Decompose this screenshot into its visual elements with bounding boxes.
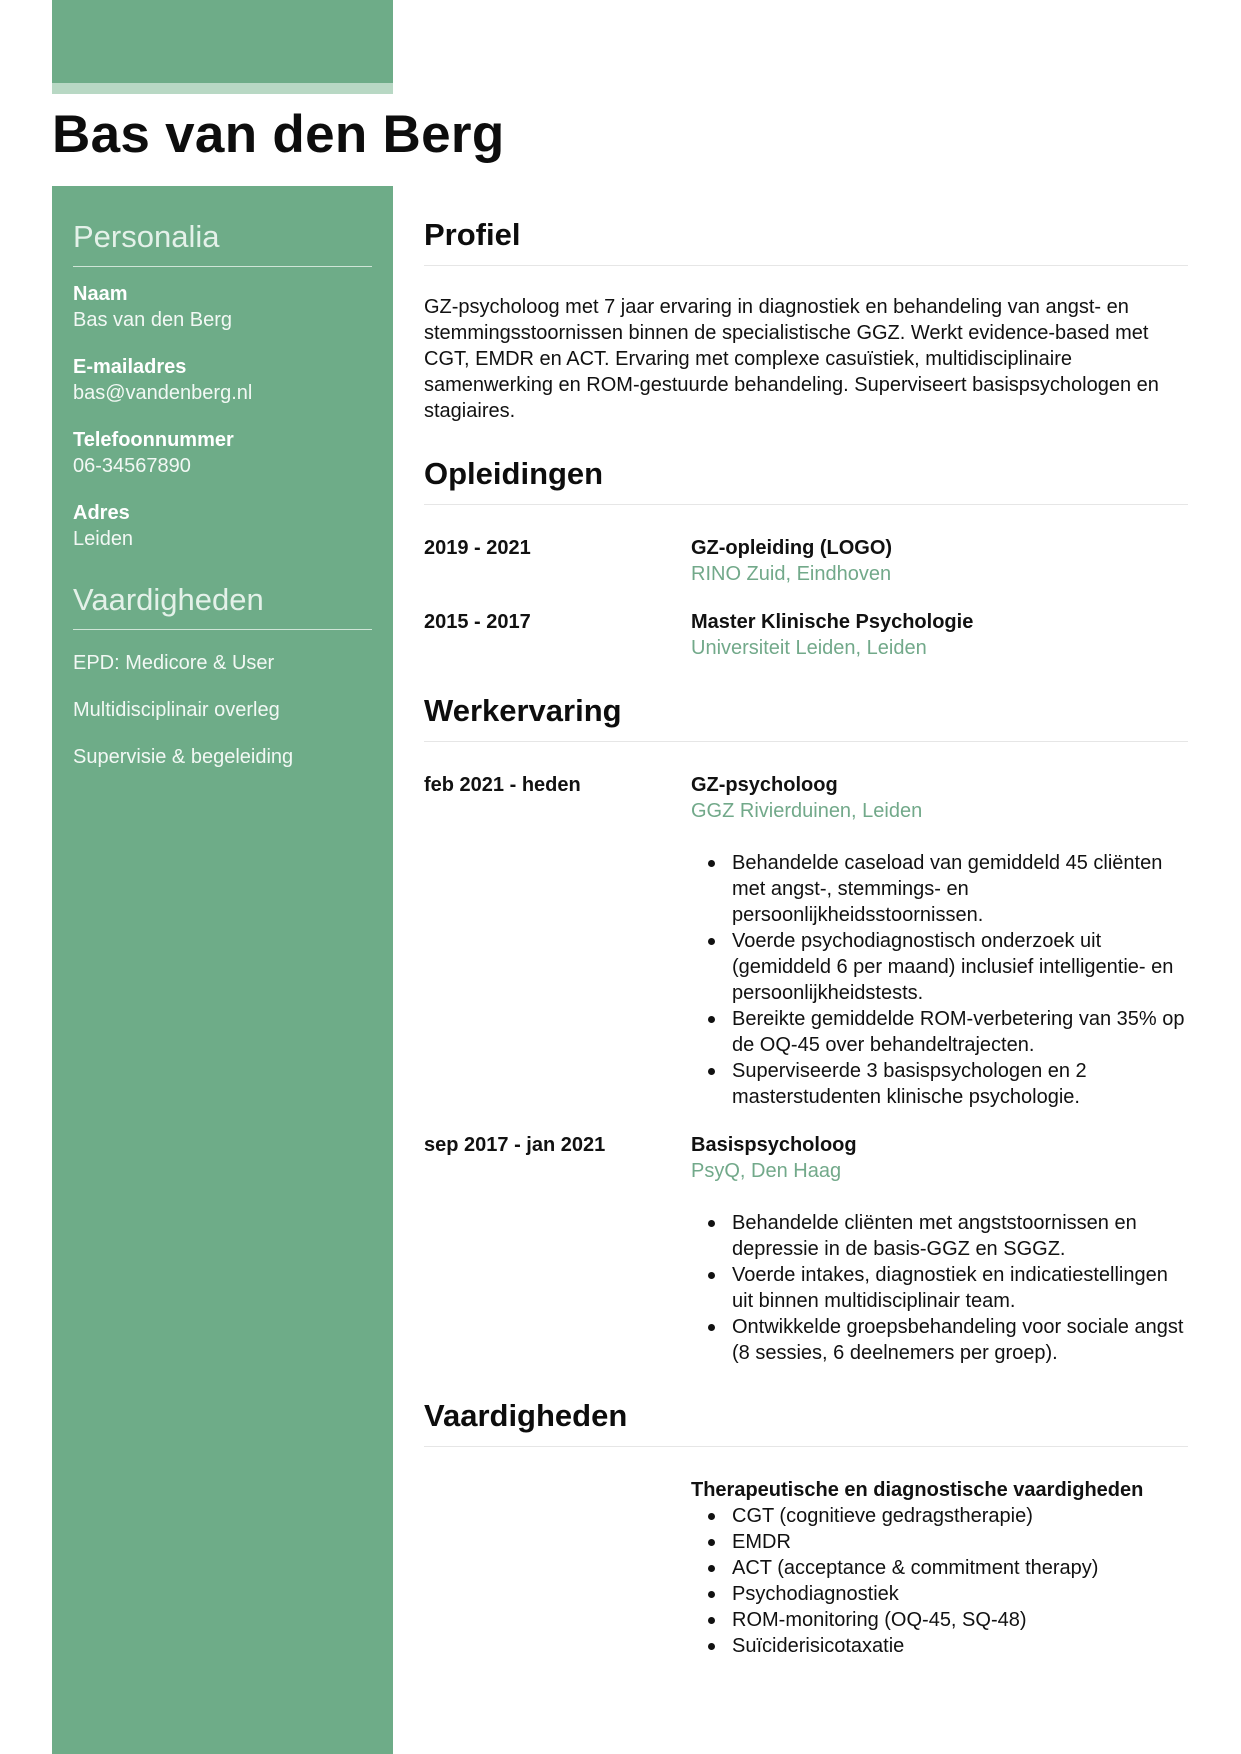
entry-title: Basispsycholoog <box>691 1134 857 1156</box>
entry-body <box>691 1132 1188 1366</box>
phone-value[interactable]: 06-34567890 <box>73 455 191 477</box>
entry-title: GZ-opleiding (LOGO) <box>691 537 893 559</box>
entry-body <box>691 772 1188 1110</box>
bullet-item: Voerde intakes, diagnostiek en indicatiestellingen uit binnen multidisciplinair team. <box>691 1262 1188 1314</box>
sidebar-personalia-heading: Personalia <box>73 219 372 267</box>
field-name <box>73 281 372 333</box>
entry-body <box>691 609 1188 661</box>
entry-title: Master Klinische Psychologie <box>691 611 974 633</box>
entry-date: 2019 - 2021 <box>424 537 531 559</box>
sidebar-skill-item: Multidisciplinair overleg <box>73 699 280 721</box>
entry-bullets <box>691 1210 1188 1366</box>
bullet-item: Bereikte gemiddelde ROM-verbetering van 35% op de OQ-45 over behandeltrajecten. <box>691 1006 1188 1058</box>
skills-group <box>691 1477 1188 1659</box>
entry-title: GZ-psycholoog <box>691 774 838 796</box>
entry-organization: GGZ Rivierduinen, Leiden <box>691 800 923 822</box>
header-accent-stripe <box>52 83 393 94</box>
work-list <box>424 772 1188 1366</box>
profile-heading: Profiel <box>424 217 1188 266</box>
skills-group-title: Therapeutische en diagnostische vaardigheden <box>691 1479 1144 1501</box>
bullet-item: Behandelde cliënten met angststoornissen en depressie in de basis-GGZ en SGGZ. <box>691 1210 1188 1262</box>
skill-item: Suïciderisicotaxatie <box>691 1633 1188 1659</box>
profile-text: GZ-psycholoog met 7 jaar ervaring in diagnostiek en behandeling van angst- en stemmingsstoornissen binnen de specialistische GGZ. Werkt evidence-based met CGT, EMDR en ACT. Ervaring met complexe casuïstiek, multidisciplinaire samenwerking en ROM-gestuurde behandeling. Superviseert basispsychologen en stagiaires. <box>424 296 1159 422</box>
sidebar-skills-heading: Vaardigheden <box>73 582 372 630</box>
work-heading: Werkervaring <box>424 693 1188 742</box>
skill-item: EMDR <box>691 1529 1188 1555</box>
skill-item: ROM-monitoring (OQ-45, SQ-48) <box>691 1607 1188 1633</box>
field-value: Bas van den Berg <box>73 309 232 331</box>
work-entry <box>424 772 1188 1110</box>
entry-organization: Universiteit Leiden, Leiden <box>691 637 927 659</box>
entry-body <box>691 535 1188 587</box>
education-entry <box>424 609 1188 661</box>
skill-item: Psychodiagnostiek <box>691 1581 1188 1607</box>
skill-item: ACT (acceptance & commitment therapy) <box>691 1555 1188 1581</box>
email-value[interactable]: bas@vandenberg.nl <box>73 382 253 404</box>
sidebar-skill-item: Supervisie & begeleiding <box>73 746 294 768</box>
education-entry <box>424 535 1188 587</box>
field-label: E-mailadres <box>73 356 187 378</box>
entry-date: 2015 - 2017 <box>424 611 531 633</box>
sidebar-skills-list <box>73 650 372 770</box>
entry-organization: PsyQ, Den Haag <box>691 1160 842 1182</box>
bullet-item: Superviseerde 3 basispsychologen en 2 masterstudenten klinische psychologie. <box>691 1058 1188 1110</box>
field-email <box>73 354 372 406</box>
field-label: Adres <box>73 502 130 524</box>
field-value: Leiden <box>73 528 134 550</box>
header-accent-bar <box>52 0 393 83</box>
skills-list <box>691 1503 1188 1659</box>
field-address <box>73 500 372 552</box>
entry-date: sep 2017 - jan 2021 <box>424 1134 606 1156</box>
sidebar-skill-item: EPD: Medicore & User <box>73 652 275 674</box>
field-label: Telefoonnummer <box>73 429 234 451</box>
entry-date: feb 2021 - heden <box>424 774 581 796</box>
work-entry <box>424 1132 1188 1366</box>
bullet-item: Voerde psychodiagnostisch onderzoek uit (gemiddeld 6 per maand) inclusief intelligentie- en persoonlijkheidstests. <box>691 928 1188 1006</box>
bullet-item: Ontwikkelde groepsbehandeling voor sociale angst (8 sessies, 6 deelnemers per groep). <box>691 1314 1188 1366</box>
bullet-item: Behandelde caseload van gemiddeld 45 cliënten met angst-, stemmings- en persoonlijkheidsstoornissen. <box>691 850 1188 928</box>
main-content <box>424 186 1188 1659</box>
sidebar <box>52 186 393 1754</box>
entry-bullets <box>691 850 1188 1110</box>
education-heading: Opleidingen <box>424 456 1188 505</box>
skills-heading: Vaardigheden <box>424 1398 1188 1447</box>
personalia-fields <box>73 281 372 552</box>
candidate-name: Bas van den Berg <box>52 105 505 164</box>
field-label: Naam <box>73 283 128 305</box>
field-phone <box>73 427 372 479</box>
entry-organization: RINO Zuid, Eindhoven <box>691 563 892 585</box>
skill-item: CGT (cognitieve gedragstherapie) <box>691 1503 1188 1529</box>
education-list <box>424 535 1188 661</box>
